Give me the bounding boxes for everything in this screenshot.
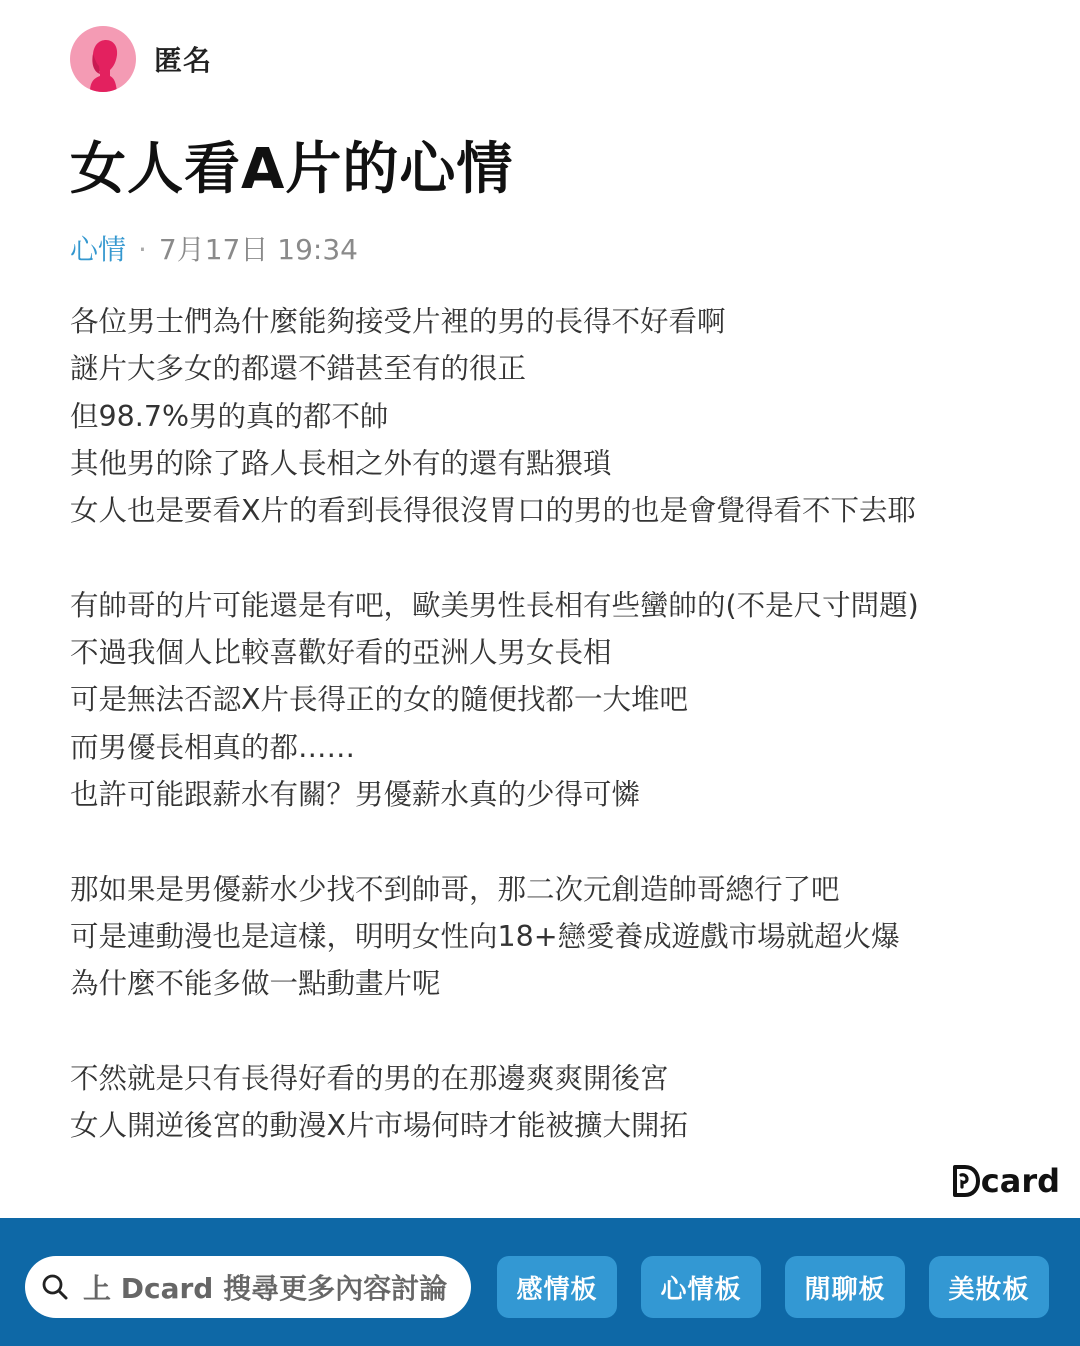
paragraph-gap [70,1007,1030,1054]
paragraph-gap [70,534,1030,581]
search-icon [41,1273,69,1301]
post-timestamp: 7月17日 19:34 [158,233,358,266]
post-title: 女人看A片的心情 [70,137,514,202]
author-row [70,26,212,92]
search-label: 上 Dcard 搜尋更多內容討論 [83,1272,448,1305]
content-line: 有帥哥的片可能還是有吧，歐美男性長相有些蠻帥的(不是尺寸問題) [70,588,919,622]
female-avatar-icon [70,26,136,92]
content-line: 那如果是男優薪水少找不到帥哥，那二次元創造帥哥總行了吧 [70,872,840,906]
content-line: 其他男的除了路人長相之外有的還有點猥瑣 [70,446,612,480]
meta-separator: · [138,233,147,266]
board-chip-mood[interactable]: 心情板 [641,1256,761,1318]
board-chip-makeup[interactable]: 美妝板 [929,1256,1049,1318]
content-line: 女人也是要看X片的看到長得很沒胃口的男的也是會覺得看不下去耶 [70,494,917,528]
content-line: 為什麼不能多做一點動畫片呢 [70,967,441,1001]
board-link[interactable]: 心情 [70,233,127,266]
board-chip-relationship[interactable]: 感情板 [497,1256,617,1318]
content-line: 可是連動漫也是這樣，明明女性向18+戀愛養成遊戲市場就超火爆 [70,919,900,953]
content-line: 也許可能跟薪水有關？男優薪水真的少得可憐 [70,777,641,811]
content-line: 可是無法否認X片長得正的女的隨便找都一大堆吧 [70,683,689,717]
dcard-d-icon [952,1165,980,1197]
content-line: 而男優長相真的都…… [70,730,356,764]
dcard-logo [952,1162,1060,1200]
paragraph-gap [70,818,1030,865]
content-line: 各位男士們為什麼能夠接受片裡的男的長得不好看啊 [70,305,726,338]
post-meta [70,230,358,270]
avatar[interactable] [70,26,136,92]
content-line: 不過我個人比較喜歡好看的亞洲人男女長相 [70,636,612,670]
content-line: 謎片大多女的都還不錯甚至有的很正 [70,352,527,386]
content-line: 女人開逆後宮的動漫X片市場何時才能被擴大開拓 [70,1109,689,1143]
content-line: 但98.7%男的真的都不帥 [70,399,389,433]
bottom-bar [0,1218,1080,1346]
post-content [70,298,1030,1149]
search-button[interactable] [25,1256,471,1318]
board-chip-talk[interactable]: 閒聊板 [785,1256,905,1318]
author-name[interactable]: 匿名 [154,44,213,77]
content-line: 不然就是只有長得好看的男的在那邊爽爽開後宮 [70,1061,669,1095]
dcard-logo-text: card [980,1162,1060,1200]
